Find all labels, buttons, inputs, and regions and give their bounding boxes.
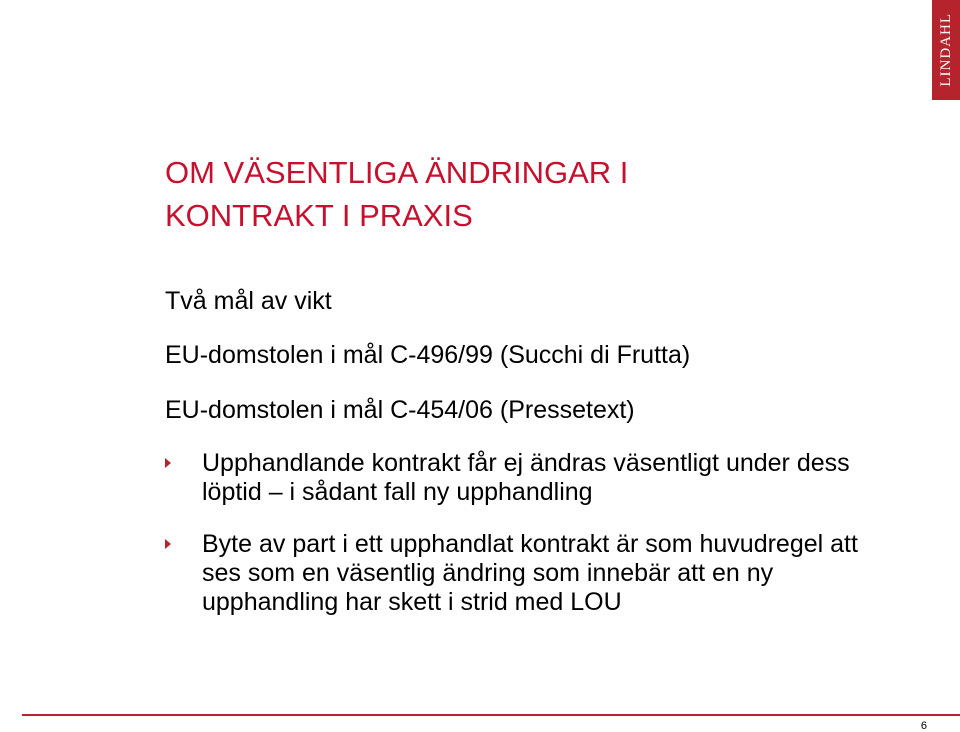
intro-line: Två mål av vikt: [165, 287, 332, 315]
case-line-pressetext: EU-domstolen i mål C-454/06 (Pressetext): [165, 396, 635, 424]
bullet-marker-icon: [165, 539, 171, 549]
slide-title-line-2: KONTRAKT I PRAXIS: [165, 198, 473, 233]
slide-title-line-1: OM VÄSENTLIGA ÄNDRINGAR I: [165, 155, 629, 190]
footer-divider: [22, 714, 960, 716]
bullet-marker-icon: [165, 458, 171, 468]
logo-text: LINDAHL: [937, 13, 954, 87]
lindahl-logo: [932, 0, 960, 100]
bullet-text: Byte av part i ett upphandlat kontrakt är som huvudregel att ses som en väsentlig ändring som innebär att en ny upphandling har skett i strid med LOU: [202, 530, 858, 616]
case-line-succhi-di-frutta: EU-domstolen i mål C-496/99 (Succhi di Frutta): [165, 341, 691, 369]
slide-title: [165, 151, 885, 237]
page-number: 6: [920, 720, 927, 732]
bullet-text: Upphandlande kontrakt får ej ändras väsentligt under dess löptid – i sådant fall ny upphandling: [202, 449, 850, 506]
bullet-item-party-change: [165, 530, 905, 617]
bullet-item-contract-changes: [165, 449, 905, 507]
